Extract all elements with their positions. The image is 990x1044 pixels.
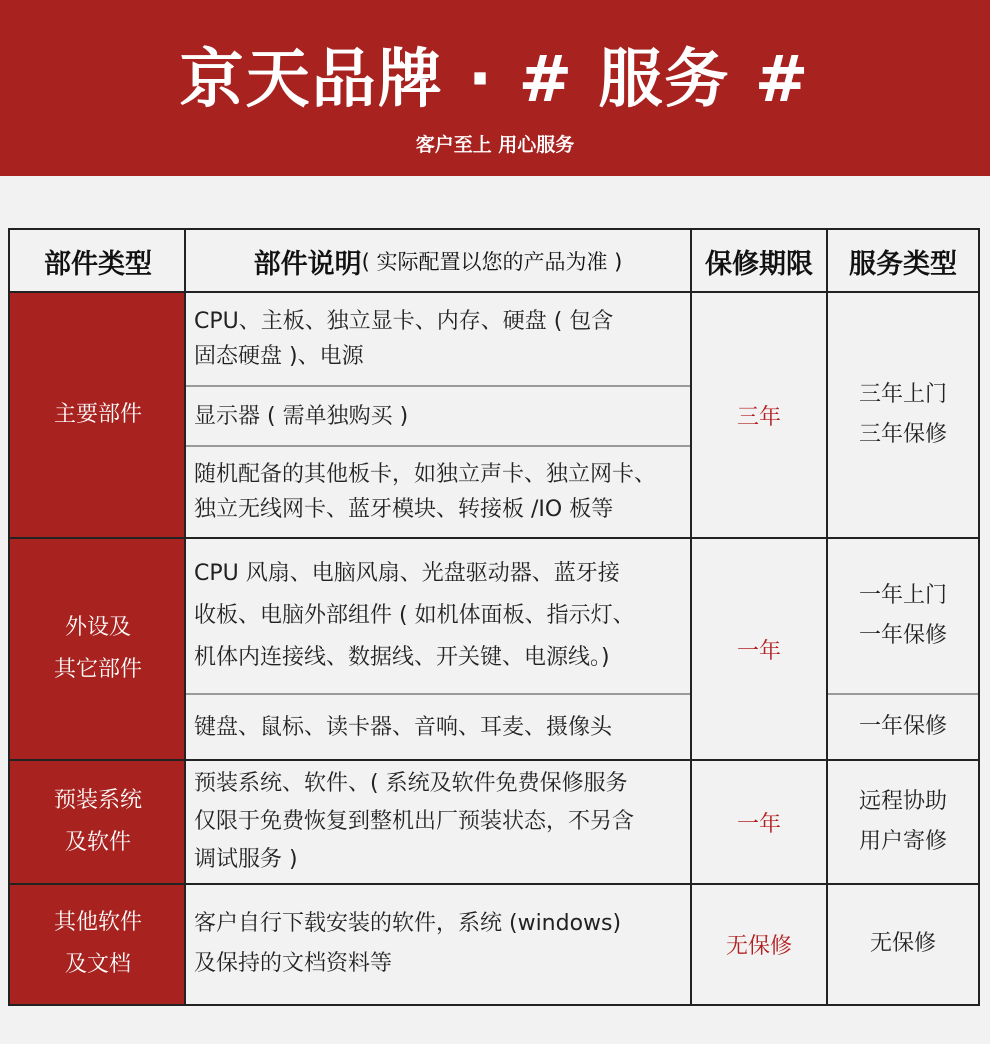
- period-value: 一年: [736, 638, 781, 664]
- page-subtitle: 客户至上 用心服务: [415, 134, 575, 156]
- header-banner: [0, 0, 990, 176]
- service-line: 无保修: [869, 931, 936, 956]
- desc-item-cpu: [186, 292, 690, 386]
- category-other-software: [10, 884, 186, 1004]
- service-line: 三年上门: [858, 382, 947, 407]
- desc-line: 收板、电脑外部组件 ( 如机体面板、指示灯、: [194, 603, 635, 628]
- category-main-parts: [10, 292, 186, 538]
- service-line: 用户寄修: [858, 829, 947, 854]
- category-label: 主要部件: [53, 402, 142, 427]
- header-service-label: 服务类型: [849, 248, 957, 280]
- warranty-table: [8, 228, 980, 1006]
- service-line: 一年上门: [858, 583, 947, 608]
- desc-line: 仅限于免费恢复到整机出厂预装状态，不另含: [194, 809, 635, 834]
- grid-line: [10, 759, 978, 761]
- desc-item-monitor: [186, 386, 690, 446]
- period-value: 三年: [736, 404, 781, 430]
- period-value: 无保修: [725, 933, 792, 959]
- header-desc-label: 部件说明: [253, 248, 362, 280]
- header-desc: [186, 230, 690, 292]
- grid-line: [10, 883, 978, 885]
- category-label: 及软件: [64, 830, 131, 855]
- grid-line: [10, 291, 978, 293]
- service-line: 一年保修: [858, 714, 947, 739]
- desc-item-user-software: [186, 884, 690, 1004]
- service-preinstalled: [828, 760, 978, 884]
- desc-line: 调试服务 ): [194, 847, 298, 872]
- desc-line: 独立无线网卡、蓝牙模块、转接板 /IO 板等: [194, 497, 614, 522]
- category-preinstalled: [10, 760, 186, 884]
- desc-line: CPU、主板、独立显卡、内存、硬盘 ( 包含: [194, 309, 614, 334]
- service-other-software: [828, 884, 978, 1004]
- grid-line: [828, 693, 978, 695]
- desc-line: 显示器 ( 需单独购买 ): [194, 403, 409, 429]
- desc-line: 预装系统、软件、( 系统及软件免费保修服务: [194, 771, 628, 796]
- desc-item-preinstalled: [186, 760, 690, 884]
- category-label: 其他软件: [53, 910, 142, 935]
- service-keyboard: [828, 694, 978, 760]
- header-period: [692, 230, 826, 292]
- service-line: 远程协助: [858, 789, 947, 814]
- grid-line: [826, 230, 828, 1004]
- desc-item-cards: [186, 446, 690, 538]
- desc-line: 随机配备的其他板卡，如独立声卡、独立网卡、: [194, 462, 657, 487]
- header-service: [828, 230, 978, 292]
- period-other-software: [692, 884, 826, 1004]
- grid-line: [186, 445, 690, 447]
- desc-line: 键盘、鼠标、读卡器、音响、耳麦、摄像头: [194, 714, 613, 740]
- desc-item-keyboard: [186, 694, 690, 760]
- category-label: 其它部件: [53, 657, 142, 682]
- header-type-label: 部件类型: [44, 248, 152, 280]
- period-main-parts: [692, 292, 826, 538]
- period-preinstalled: [692, 760, 826, 884]
- desc-line: CPU 风扇、电脑风扇、光盘驱动器、蓝牙接: [194, 561, 620, 586]
- header-period-label: 保修期限: [705, 248, 813, 280]
- header-type: [10, 230, 186, 292]
- grid-line: [186, 385, 690, 387]
- service-peripherals: [828, 538, 978, 694]
- period-value: 一年: [736, 811, 781, 837]
- grid-line: [10, 537, 978, 539]
- desc-line: 机体内连接线、数据线、开关键、电源线。): [194, 645, 610, 670]
- service-line: 一年保修: [858, 623, 947, 648]
- grid-line: [690, 230, 692, 1004]
- desc-line: 固态硬盘 )、电源: [194, 344, 364, 369]
- desc-line: 客户自行下载安装的软件，系统 (windows): [194, 911, 622, 936]
- grid-line: [186, 693, 690, 695]
- page-title: 京天品牌 · # 服务 #: [179, 43, 811, 117]
- desc-line: 及保持的文档资料等: [194, 951, 393, 976]
- period-peripherals: [692, 538, 826, 760]
- category-label: 预装系统: [53, 788, 142, 813]
- category-label: 及文档: [64, 952, 131, 977]
- category-peripherals: [10, 538, 186, 760]
- desc-item-fans: [186, 538, 690, 694]
- header-desc-note: ( 实际配置以您的产品为准 ): [361, 250, 623, 274]
- grid-line: [184, 230, 186, 1004]
- category-label: 外设及: [64, 615, 131, 640]
- service-main-parts: [828, 292, 978, 538]
- service-line: 三年保修: [858, 422, 947, 447]
